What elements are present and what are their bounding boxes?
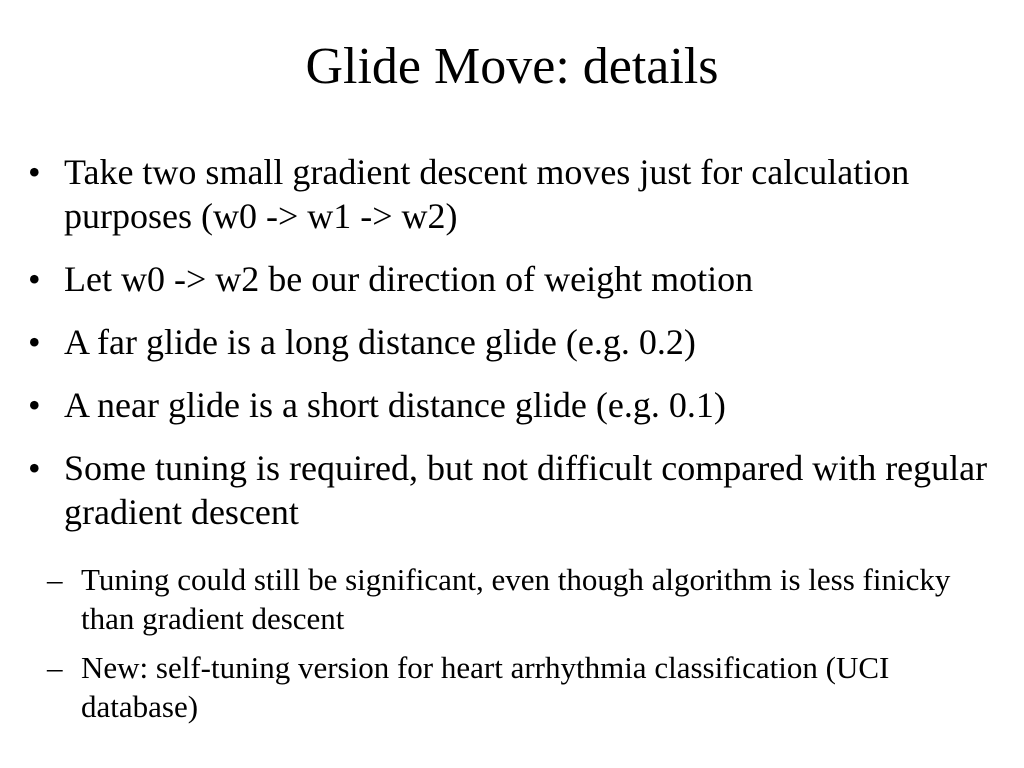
slide-title: Glide Move: details xyxy=(305,38,719,95)
bullet-text: A far glide is a long distance glide (e.g. 0.2) xyxy=(64,322,696,362)
sub-bullet-item xyxy=(47,560,987,638)
sub-bullet-item xyxy=(47,648,987,726)
bullet-item xyxy=(28,257,1008,301)
bullet-item xyxy=(28,446,1008,534)
bullet-marker: • xyxy=(28,448,41,488)
bullet-list xyxy=(28,150,1008,542)
bullet-item xyxy=(28,383,1008,427)
bullet-text: A near glide is a short distance glide (e.g. 0.1) xyxy=(64,385,726,425)
bullet-text: Take two small gradient descent moves just for calculation purposes (w0 -> w1 -> w2) xyxy=(64,152,910,236)
sub-bullet-list xyxy=(47,560,987,736)
bullet-item xyxy=(28,150,1008,238)
bullet-marker: • xyxy=(28,385,41,425)
bullet-marker: • xyxy=(28,322,41,362)
bullet-marker: • xyxy=(28,152,41,192)
sub-bullet-marker: – xyxy=(47,650,63,685)
bullet-text: Let w0 -> w2 be our direction of weight motion xyxy=(64,259,754,299)
bullet-text: Some tuning is required, but not difficult compared with regular gradient descent xyxy=(64,448,988,532)
bullet-item xyxy=(28,320,1008,364)
sub-bullet-text: New: self-tuning version for heart arrhythmia classification (UCI database) xyxy=(81,650,890,724)
sub-bullet-marker: – xyxy=(47,562,63,597)
sub-bullet-text: Tuning could still be significant, even though algorithm is less finicky than gradient descent xyxy=(81,562,951,636)
bullet-marker: • xyxy=(28,259,41,299)
